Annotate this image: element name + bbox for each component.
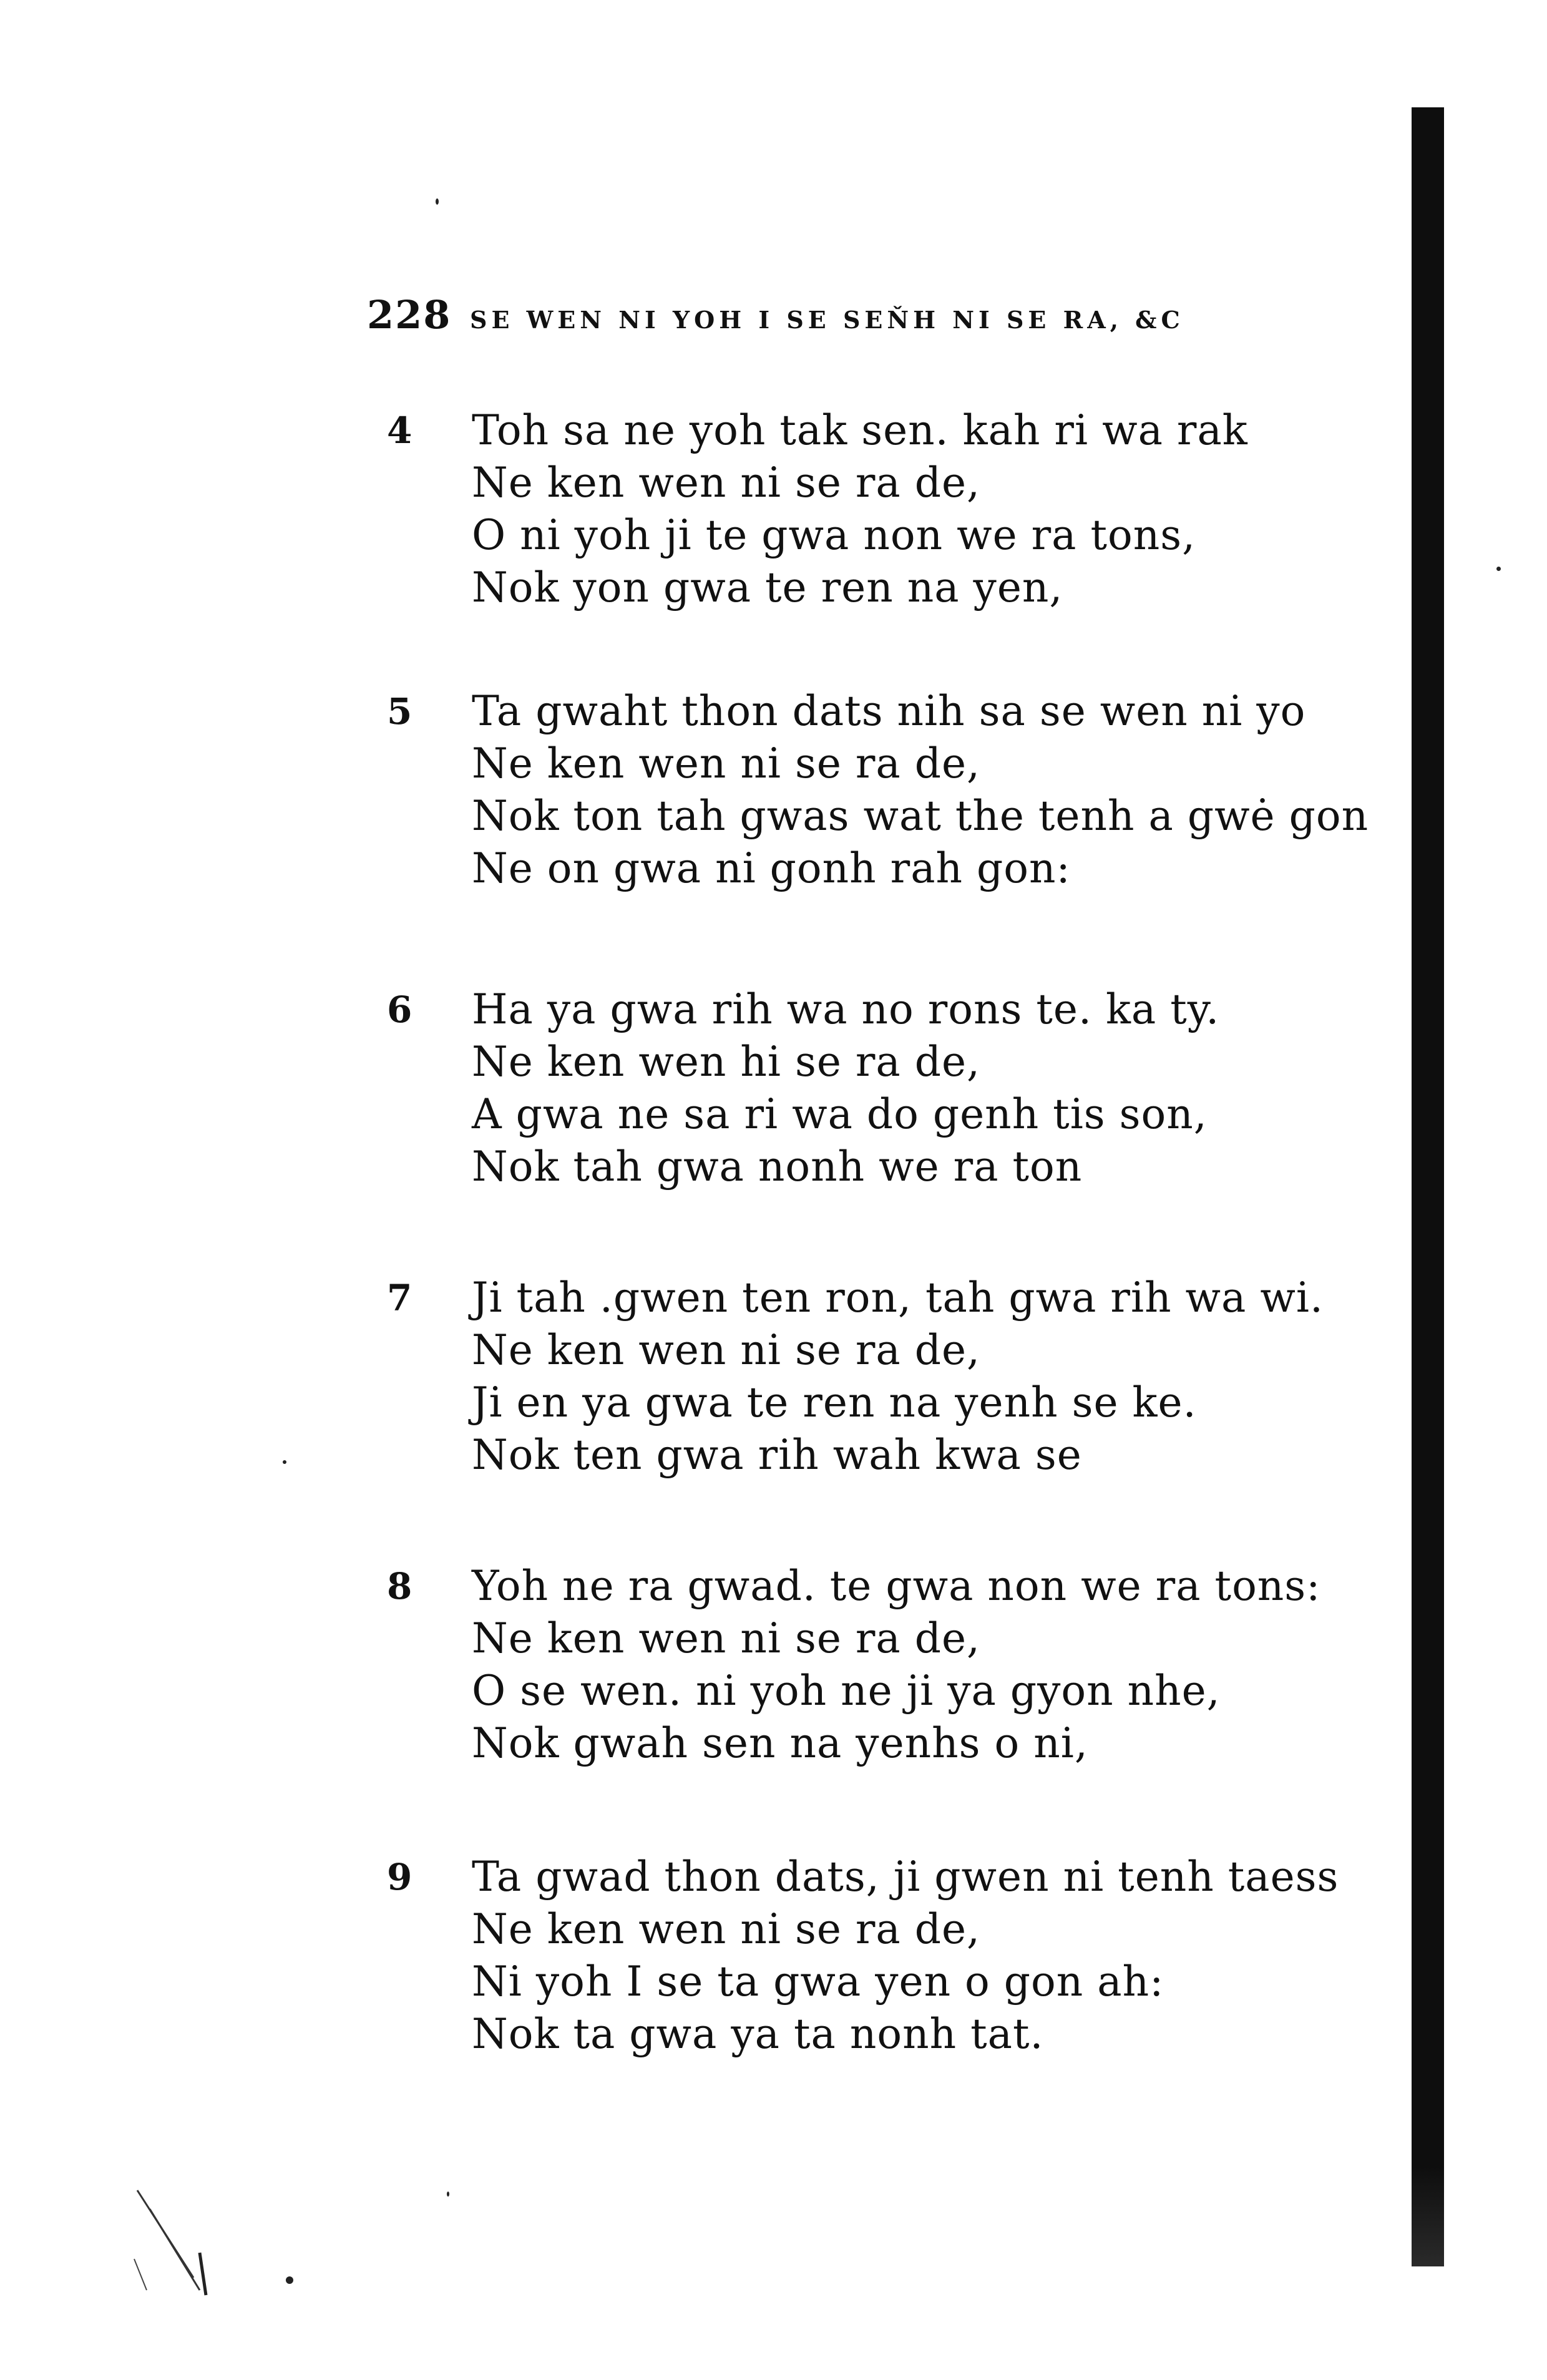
verse-line: Nok ton tah gwas wat the tenh a gwė gon <box>472 792 1369 840</box>
verse-line: Ne ken wen ni se ra de, <box>472 1326 981 1374</box>
page-header <box>367 292 1303 342</box>
verse-line: Ha ya gwa rih wa no rons te. ka ty. <box>472 985 1220 1033</box>
verse-line: Nok gwah sen na yenhs o ni, <box>472 1719 1088 1767</box>
running-title: SE WEN NI YOH I SE SEŇH NI SE RA, &C <box>470 306 1184 334</box>
verse-line: Yoh ne ra gwad. te gwa non we ra tons: <box>472 1562 1321 1610</box>
stanza-number: 8 <box>387 1565 412 1607</box>
stanza-lines <box>472 685 1383 895</box>
verse-line: Nok ten gwa rih wah kwa se <box>472 1431 1082 1479</box>
verse-line: Ne ken wen ni se ra de, <box>472 739 981 788</box>
stanza-lines <box>472 404 1383 614</box>
binding-shadow-foot <box>1412 2167 1444 2266</box>
verse-line: Ji tah .gwen ten ron, tah gwa rih wa wi. <box>472 1274 1324 1322</box>
stanza-lines <box>472 1851 1383 2061</box>
stanza-number: 5 <box>387 690 412 733</box>
verse-line: Ji en ya gwa te ren na yenh se ke. <box>472 1378 1197 1427</box>
stanza-lines <box>472 1272 1383 1481</box>
verse-line: Toh sa ne yoh tak sen. kah ri wa rak <box>472 406 1248 454</box>
stanza-lines <box>472 983 1383 1193</box>
verse-line: Nok ta gwa ya ta nonh tat. <box>472 2010 1044 2058</box>
verse-line: Ta gwad thon dats, ji gwen ni tenh taess <box>472 1853 1339 1901</box>
scan-speck <box>447 2192 449 2197</box>
verse-line: Ne ken wen ni se ra de, <box>472 1614 981 1662</box>
stanza-number: 7 <box>387 1277 412 1319</box>
verse-line: Ne ken wen hi se ra de, <box>472 1038 981 1086</box>
verse-line: Ni yoh I se ta gwa yen o gon ah: <box>472 1958 1164 2006</box>
stanza-lines <box>472 1560 1383 1770</box>
verse-line: O ni yoh ji te gwa non we ra tons, <box>472 511 1196 559</box>
stanza-number: 9 <box>387 1856 412 1898</box>
verse-line: Nok yon gwa te ren na yen, <box>472 563 1063 612</box>
verse-line: O se wen. ni yoh ne ji ya gyon nhe, <box>472 1667 1221 1715</box>
page-number: 228 <box>367 292 452 338</box>
scan-speck <box>286 2276 293 2284</box>
verse-line: Ne ken wen ni se ra de, <box>472 1905 981 1953</box>
verse-line: Ta gwaht thon dats nih sa se wen ni yo <box>472 687 1306 735</box>
verse-line: A gwa ne sa ri wa do genh tis son, <box>472 1090 1208 1138</box>
verse-line: Ne on gwa ni gonh rah gon: <box>472 844 1071 892</box>
stanza-number: 4 <box>387 409 412 452</box>
verse-line: Nok tah gwa nonh we ra ton <box>472 1143 1083 1191</box>
verse-line: Ne ken wen ni se ra de, <box>472 459 981 507</box>
binding-shadow <box>1412 107 1444 2167</box>
scan-speck <box>436 198 439 205</box>
scan-speck <box>1496 567 1501 571</box>
scan-scratch-marks <box>125 2184 218 2296</box>
scan-speck <box>283 1460 286 1464</box>
stanza-number: 6 <box>387 988 412 1031</box>
